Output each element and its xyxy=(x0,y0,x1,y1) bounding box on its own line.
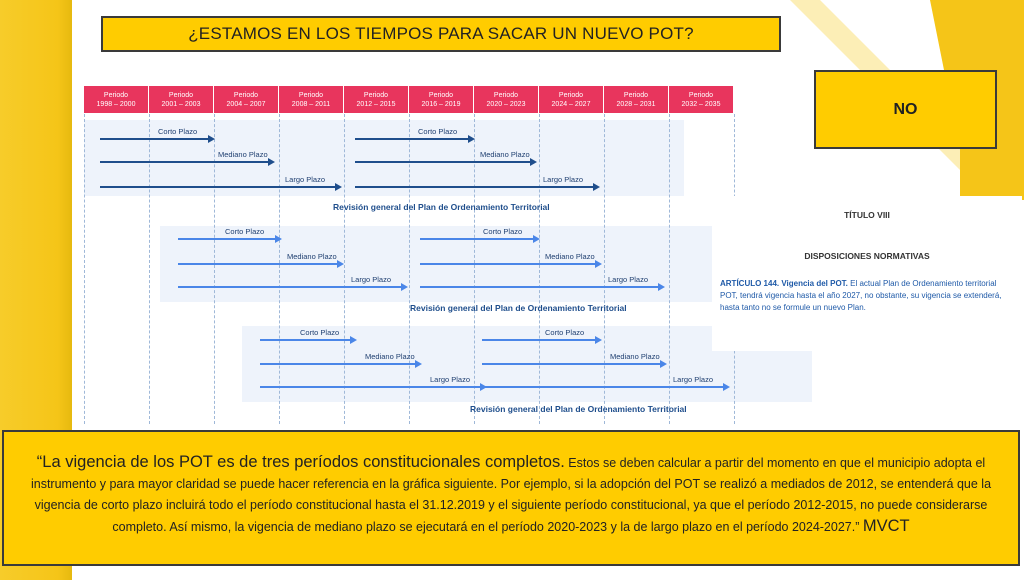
quote-lead: “La vigencia de los POT es de tres períodos constitucionales completos. xyxy=(36,453,565,471)
period-header: Periodo 2028 – 2031 xyxy=(604,86,669,113)
arrow-label: Corto Plazo xyxy=(300,328,340,337)
quote-box xyxy=(2,430,1020,566)
timeline-arrow xyxy=(420,263,600,265)
revision-label: Revisión general del Plan de Ordenamiento Territorial xyxy=(470,404,687,414)
timeline-arrow xyxy=(100,138,213,140)
arrow-label: Largo Plazo xyxy=(608,275,649,284)
period-header: Periodo 2004 – 2007 xyxy=(214,86,279,113)
article-title: ARTÍCULO 144. Vigencia del POT. xyxy=(720,279,848,288)
period-divider xyxy=(279,114,280,424)
timeline-arrow xyxy=(178,238,280,240)
arrow-label: Corto Plazo xyxy=(158,127,198,136)
arrow-label: Largo Plazo xyxy=(673,375,714,384)
timeline-arrow xyxy=(260,363,420,365)
arrow-label: Corto Plazo xyxy=(483,227,523,236)
revision-label: Revisión general del Plan de Ordenamiento Territorial xyxy=(410,303,627,313)
arrow-label: Largo Plazo xyxy=(285,175,326,184)
timeline-arrow xyxy=(482,386,728,388)
timeline-arrow xyxy=(420,286,663,288)
arrow-label: Corto Plazo xyxy=(545,328,585,337)
timeline-arrow xyxy=(260,339,355,341)
document-subheading: DISPOSICIONES NORMATIVAS xyxy=(804,251,930,261)
arrow-label: Mediano Plazo xyxy=(545,252,595,261)
period-header: Periodo 2008 – 2011 xyxy=(279,86,344,113)
quote-body: Estos se deben calcular a partir del momento en que el municipio adopta el instrumento y para mayor claridad se puede hacer referencia en la gráfica siguiente. Por ejemplo, si la adopción del POT se realizó a mediados de 2012, se entenderá que la vigencia de corto plazo incluirá todo el período constitucional hasta el 31.12.2019 y el siguiente período constitucional, ya que el período 2012-2015, no puede considerarse completo. Así mismo, la vigencia de mediano plazo se ejecutará en el período 2020-2023 y la de largo plazo en el período 2024-2027.” xyxy=(30,456,992,534)
timeline-arrow xyxy=(178,263,342,265)
period-header: Periodo 2032 – 2035 xyxy=(669,86,734,113)
timeline-arrow xyxy=(355,186,598,188)
period-divider xyxy=(604,114,605,424)
arrow-label: Mediano Plazo xyxy=(610,352,660,361)
arrow-label: Mediano Plazo xyxy=(480,150,530,159)
revision-label: Revisión general del Plan de Ordenamiento Territorial xyxy=(333,202,550,212)
period-header: Periodo 1998 – 2000 xyxy=(84,86,149,113)
timeline-arrow xyxy=(355,161,535,163)
timeline-arrow xyxy=(260,386,485,388)
article-text: El actual Plan de Ordenamiento territorial POT, tendrá vigencia hasta el año 2027, no obstante, su vigencia se extenderá, hasta tanto no se formule un nuevo Plan. xyxy=(720,279,1002,312)
answer-box: NO xyxy=(814,70,997,149)
period-divider xyxy=(344,114,345,424)
timeline-arrow xyxy=(420,238,538,240)
document-body xyxy=(720,278,1012,314)
arrow-label: Mediano Plazo xyxy=(365,352,415,361)
timeline-arrow xyxy=(100,186,340,188)
timeline-arrow xyxy=(482,363,665,365)
timeline-arrow xyxy=(178,286,406,288)
period-header: Periodo 2001 – 2003 xyxy=(149,86,214,113)
arrow-label: Corto Plazo xyxy=(225,227,265,236)
period-header: Periodo 2024 – 2027 xyxy=(539,86,604,113)
arrow-label: Corto Plazo xyxy=(418,127,458,136)
arrow-label: Largo Plazo xyxy=(351,275,392,284)
arrow-label: Largo Plazo xyxy=(430,375,471,384)
document-excerpt xyxy=(712,196,1022,351)
period-header: Periodo 2020 – 2023 xyxy=(474,86,539,113)
period-divider xyxy=(84,114,85,424)
timeline-arrow xyxy=(482,339,600,341)
timeline-arrow xyxy=(355,138,473,140)
period-header: Periodo 2012 – 2015 xyxy=(344,86,409,113)
arrow-label: Mediano Plazo xyxy=(218,150,268,159)
period-divider xyxy=(539,114,540,424)
quote-source: MVCT xyxy=(862,517,910,535)
page-title: ¿ESTAMOS EN LOS TIEMPOS PARA SACAR UN NUEVO POT? xyxy=(101,16,781,52)
arrow-label: Largo Plazo xyxy=(543,175,584,184)
period-divider xyxy=(669,114,670,424)
period-header: Periodo 2016 – 2019 xyxy=(409,86,474,113)
document-heading: TÍTULO VIII xyxy=(844,210,890,220)
arrow-label: Mediano Plazo xyxy=(287,252,337,261)
timeline-arrow xyxy=(100,161,273,163)
timeline-chart xyxy=(80,86,740,426)
